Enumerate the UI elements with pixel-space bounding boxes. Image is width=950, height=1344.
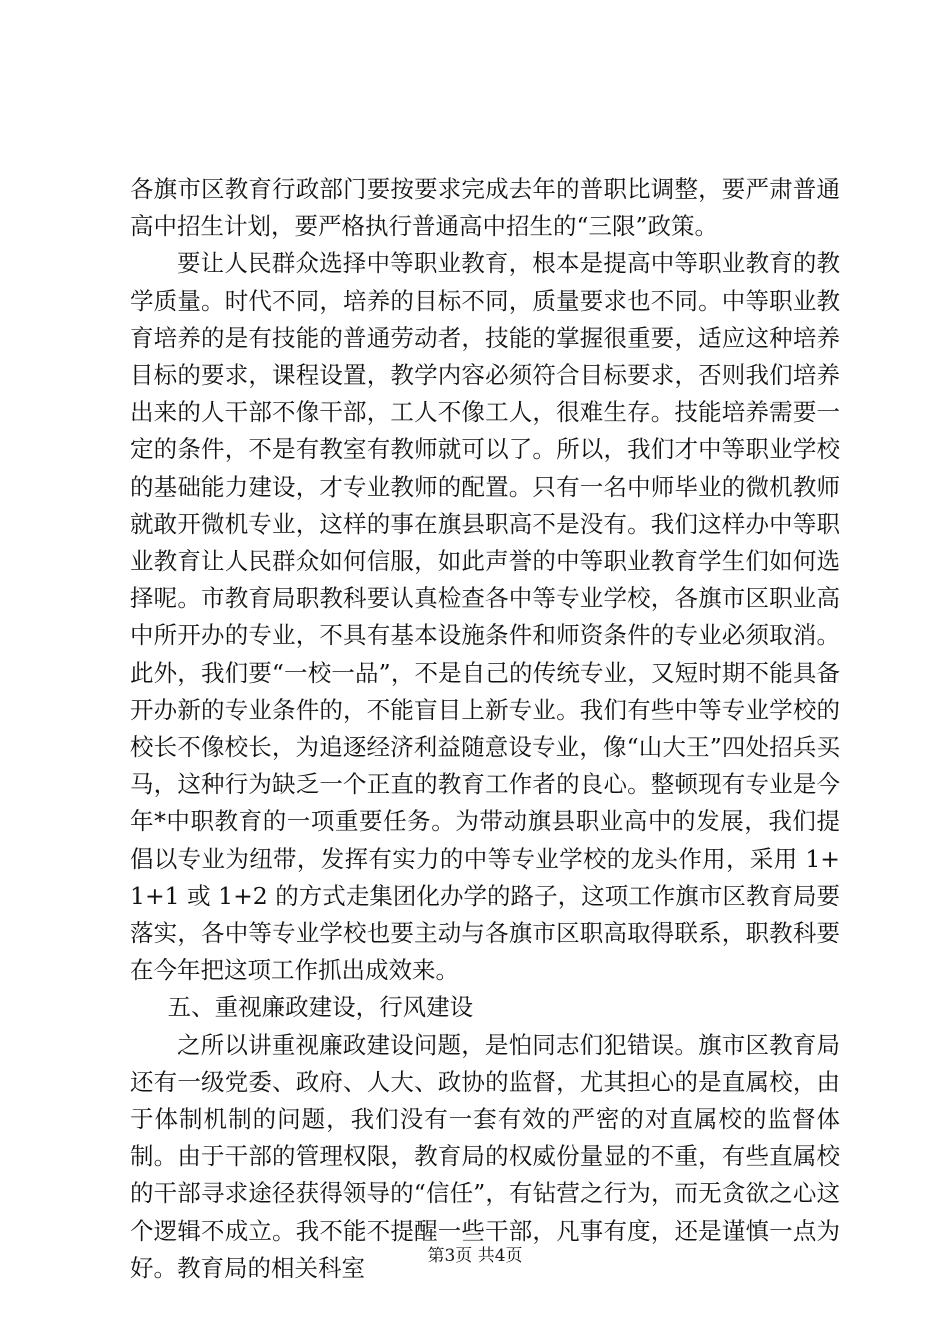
page-footer: 第3页 共4页	[427, 1246, 523, 1266]
section-heading: 五、重视廉政建设，行风建设	[167, 993, 474, 1022]
paragraph-2: 要让人民群众选择中等职业教育，根本是提高中等职业教育的教学质量。时代不同，培养的目标不同，质量要求也不同。中等职业教育培养的是有技能的普通劳动者，技能的掌握很重要，适应这种培养目标的要求，课程设置，教学内容必须符合目标要求，否则我们培养出来的人干部不像干部，工人不像工人，很难生存。技能培养需要一定的条件，不是有教室有教师就可以了。所以，我们才中等职业学校的基础能力建设，才专业教师的配置。只有一名中师毕业的微机教师就敢开微机专业，这样的事在旗县职高不是没有。我们这样办中等职业教育让人民群众如何信服，如此声誉的中等职业教育学生们如何选择呢。市教育局职教科要认真检查各中等专业学校，各旗市区职业高中所开办的专业，不具有基本设施条件和师资条件的专业必须取消。此外，我们要“一校一品”，不是自己的传统专业，又短时期不能具备开办新的专业条件的，不能盲目上新专业。我们有些中等专业学校的校长不像校长，为追逐经济利益随意设专业，像“山大王”四处招兵买马，这种行为缺乏一个正直的教育工作者的良心。整顿现有专业是今年*中职教育的一项重要任务。为带动旗县职业高中的发展，我们提倡以专业为纽带，发挥有实力的中等专业学校的龙头作用，采用 1+1+1 或 1+2 的方式走集团化办学的路子，这项工作旗市区教育局要落实，各中等专业学校也要主动与各旗市区职高取得联系，职教科要在今年把这项工作抓出成效来。	[130, 249, 840, 985]
document-body	[130, 171, 840, 1287]
paragraph-3: 之所以讲重视廉政建设问题，是怕同志们犯错误。旗市区教育局还有一级党委、政府、人大、政协的监督，尤其担心的是直属校，由于体制机制的问题，我们没有一套有效的严密的对直属校的监督体制。由于干部的管理权限，教育局的权威份量显的不重，有些直属校的干部寻求途径获得领导的“信任”，有钻营之行为，而无贪欲之心这个逻辑不成立。我不能不提醒一些干部，凡事有度，还是谨慎一点为好。教育局的相关科室	[130, 1030, 840, 1282]
paragraph-1: 各旗市区教育行政部门要按要求完成去年的普职比调整，要严肃普通高中招生计划，要严格执行普通高中招生的“三限”政策。	[130, 175, 840, 241]
